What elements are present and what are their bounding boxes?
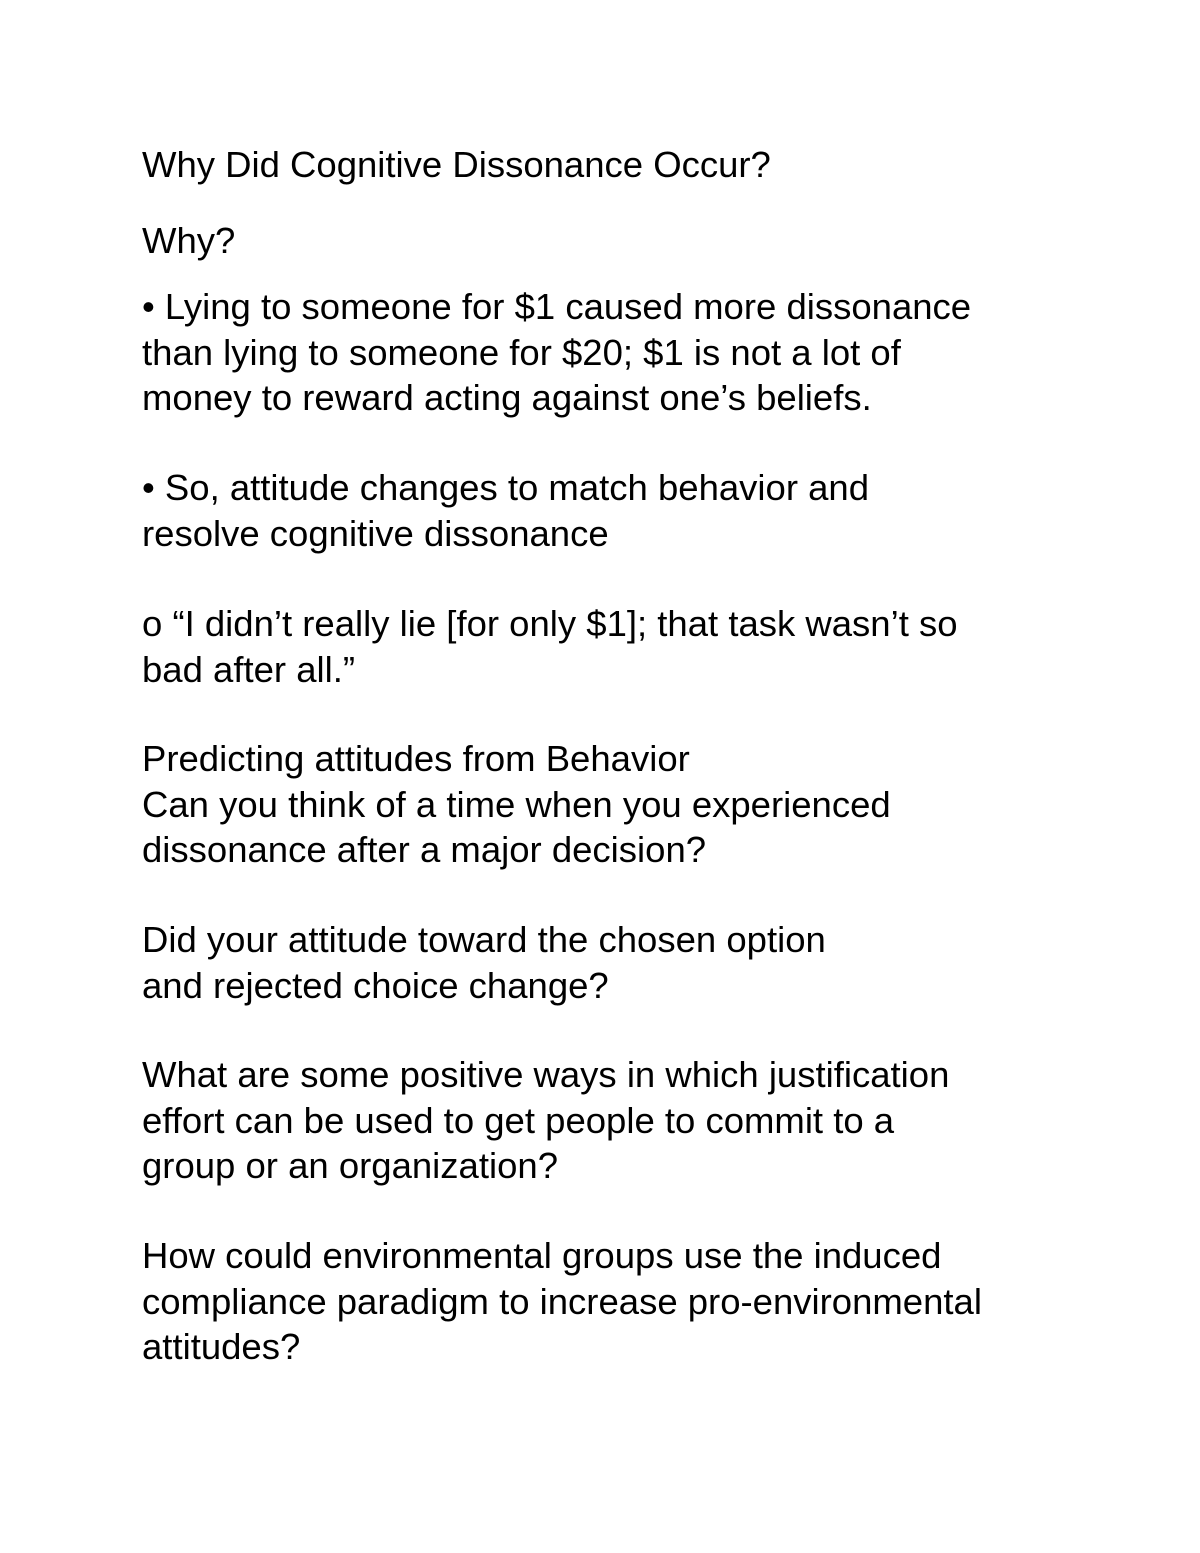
- sub-bullet-quote: o “I didn’t really lie [for only $1]; that task wasn’t so bad after all.”: [142, 603, 958, 690]
- question-paragraph-justification-effort: What are some positive ways in which justification effort can be used to get people to commit to a group or an organization?: [142, 1054, 950, 1186]
- bullet-paragraph-dissonance-cause: • Lying to someone for $1 caused more dissonance than lying to someone for $20; $1 is not a lot of money to reward acting against one’s beliefs.: [142, 286, 972, 418]
- page-title: Why Did Cognitive Dissonance Occur?: [142, 144, 771, 185]
- section-heading: Why?: [142, 220, 236, 261]
- question-paragraph-attitude-toward-choice: Did your attitude toward the chosen option and rejected choice change?: [142, 919, 826, 1006]
- question-paragraph-induced-compliance: How could environmental groups use the induced compliance paradigm to increase pro-environmental attitudes?: [142, 1235, 982, 1367]
- question-paragraph-predicting-attitudes: Predicting attitudes from Behavior Can you think of a time when you experienced dissonance after a major decision?: [142, 738, 891, 870]
- bullet-paragraph-attitude-change: • So, attitude changes to match behavior and resolve cognitive dissonance: [142, 467, 870, 554]
